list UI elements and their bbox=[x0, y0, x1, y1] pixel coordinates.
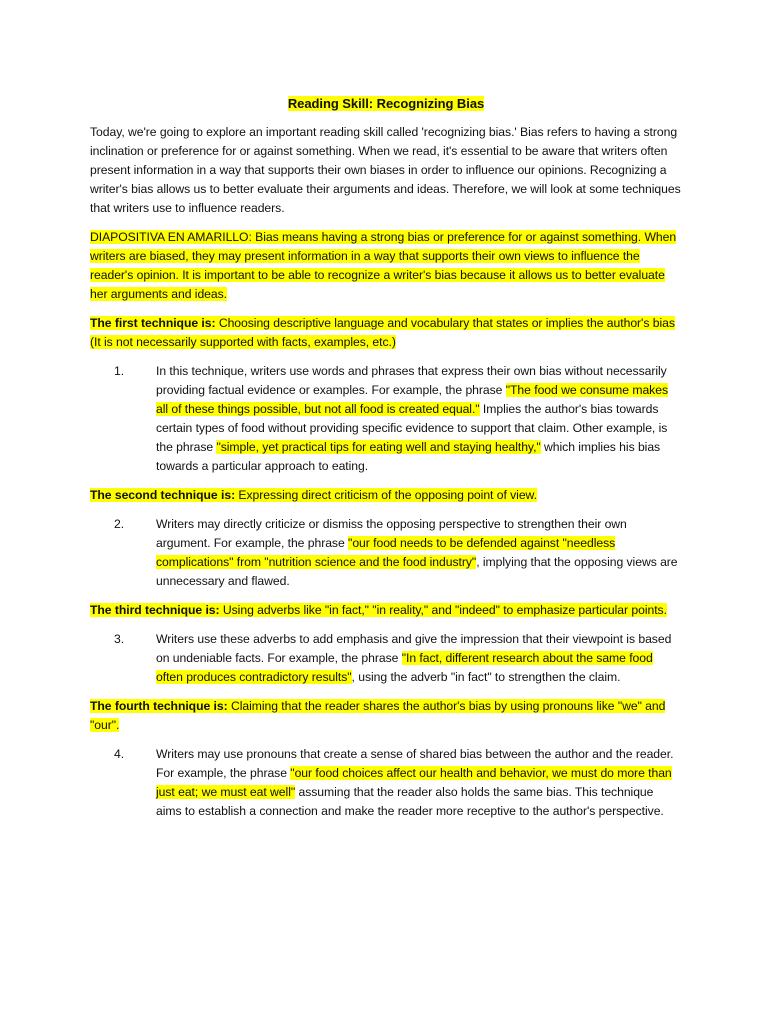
item-text: Writers may directly criticize or dismiss the opposing perspective to strengthen their own argument. For example, the phrase "our food needs to be defended against "needless complications" from "nutrition science and the food industry", implying that the opposing views are unnecessary and flawed. bbox=[156, 517, 678, 588]
technique-heading-4 bbox=[90, 697, 682, 735]
document-title bbox=[90, 94, 682, 113]
highlighted-definition bbox=[90, 228, 682, 304]
item-text: Writers use these adverbs to add emphasis and give the impression that their viewpoint is based on undeniable facts. For example, the phrase "In fact, different research about the same food often produces contradictory results", using the adverb "in fact" to strengthen the claim. bbox=[156, 632, 672, 684]
document-page bbox=[90, 94, 682, 831]
technique-label: The first technique is: bbox=[90, 316, 216, 330]
example-quote: "In fact, different research about the same food often produces contradictory results" bbox=[156, 651, 653, 684]
example-quote: "The food we consume makes all of these things possible, but not all food is created equal." bbox=[156, 383, 668, 416]
example-quote: "simple, yet practical tips for eating well and staying healthy," bbox=[216, 440, 541, 454]
technique-item-1 bbox=[90, 362, 682, 476]
technique-heading-1 bbox=[90, 314, 682, 352]
technique-description: Expressing direct criticism of the opposing point of view. bbox=[235, 488, 537, 502]
technique-item-3 bbox=[90, 630, 682, 687]
technique-description: Choosing descriptive language and vocabulary that states or implies the author's bias (It is not necessarily supported with facts, examples, etc.) bbox=[90, 316, 675, 349]
title-text: Reading Skill: Recognizing Bias bbox=[287, 96, 485, 111]
technique-description: Claiming that the reader shares the author's bias by using pronouns like "we" and "our". bbox=[90, 699, 666, 732]
item-number: 3. bbox=[114, 632, 125, 646]
technique-label: The third technique is: bbox=[90, 603, 220, 617]
technique-label: The fourth technique is: bbox=[90, 699, 228, 713]
technique-item-2 bbox=[90, 515, 682, 591]
item-number: 1. bbox=[114, 364, 125, 378]
item-number: 4. bbox=[114, 747, 125, 761]
technique-item-4 bbox=[90, 745, 682, 821]
technique-heading-3 bbox=[90, 601, 682, 620]
technique-label: The second technique is: bbox=[90, 488, 236, 502]
intro-paragraph: Today, we're going to explore an important reading skill called 'recognizing bias.' Bias refers to having a strong inclination or preference for or against something. When we read, it's essential to be aware that writers often present information in a way that supports their own biases in order to influence our opinions. Recognizing a writer's bias allows us to better evaluate their arguments and ideas. Therefore, we will look at some techniques that writers use to influence readers. bbox=[90, 125, 681, 215]
technique-heading-2 bbox=[90, 486, 682, 505]
example-quote: "our food choices affect our health and behavior, we must do more than just eat; we must eat well" bbox=[156, 766, 672, 799]
item-text: Writers may use pronouns that create a sense of shared bias between the author and the reader. For example, the phrase "our food choices affect our health and behavior, we must do more than just eat; we must eat well" assuming that the reader also holds the same bias. This technique aims to establish a connection and make the reader more receptive to the author's perspective. bbox=[156, 747, 674, 818]
technique-description: Using adverbs like "in fact," "in reality," and "indeed" to emphasize particular points. bbox=[219, 603, 667, 617]
item-number: 2. bbox=[114, 517, 125, 531]
highlighted-definition-text: DIAPOSITIVA EN AMARILLO: Bias means having a strong bias or preference for or against something. When writers are biased, they may present information in a way that supports their own views to influence the reader's opinion. It is important to be able to recognize a writer's bias because it allows us to better evaluate her arguments and ideas. bbox=[90, 230, 677, 301]
example-quote: "our food needs to be defended against "needless complications" from "nutrition science and the food industry" bbox=[156, 536, 616, 569]
item-text: In this technique, writers use words and phrases that express their own bias without necessarily providing factual evidence or examples. For example, the phrase "The food we consume makes all of these things possible, but not all food is created equal." Implies the author's bias towards certain types of food without providing specific evidence to support that claim. Other example, is the phrase "simple, yet practical tips for eating well and staying healthy," which implies his bias towards a particular approach to eating. bbox=[156, 364, 668, 473]
